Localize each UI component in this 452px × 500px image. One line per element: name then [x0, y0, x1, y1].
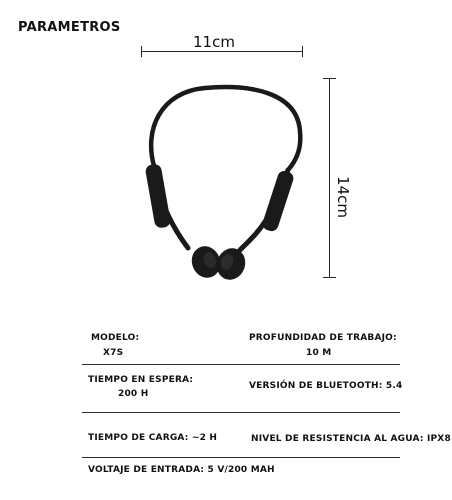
divider	[82, 364, 400, 365]
divider	[82, 412, 400, 413]
standby-label: TIEMPO EN ESPERA:	[88, 375, 194, 385]
width-dimension-tick-right	[302, 46, 303, 57]
divider	[82, 457, 400, 458]
height-dimension-line	[329, 78, 330, 278]
water-resistance-spec: NIVEL DE RESISTENCIA AL AGUA: IPX8	[251, 434, 451, 444]
height-dimension-tick-top	[323, 78, 336, 79]
width-dimension-label: 11cm	[193, 33, 235, 51]
headphones-image	[130, 70, 320, 295]
width-dimension-line	[141, 51, 303, 52]
charge-time-spec: TIEMPO DE CARGA: ~2 H	[88, 433, 218, 443]
bluetooth-spec: VERSIÓN DE BLUETOOTH: 5.4	[249, 381, 403, 391]
model-label: MODELO:	[91, 333, 140, 343]
depth-value: 10 M	[306, 348, 332, 358]
depth-label: PROFUNDIDAD DE TRABAJO:	[249, 333, 397, 343]
model-value: X7S	[103, 348, 124, 358]
standby-value: 200 H	[118, 389, 149, 399]
page-title: PARAMETROS	[18, 20, 121, 35]
input-voltage-spec: VOLTAJE DE ENTRADA: 5 V/200 MAH	[88, 465, 275, 475]
height-dimension-label: 14cm	[334, 176, 352, 218]
width-dimension-tick-left	[141, 46, 142, 57]
height-dimension-tick-bottom	[323, 277, 336, 278]
